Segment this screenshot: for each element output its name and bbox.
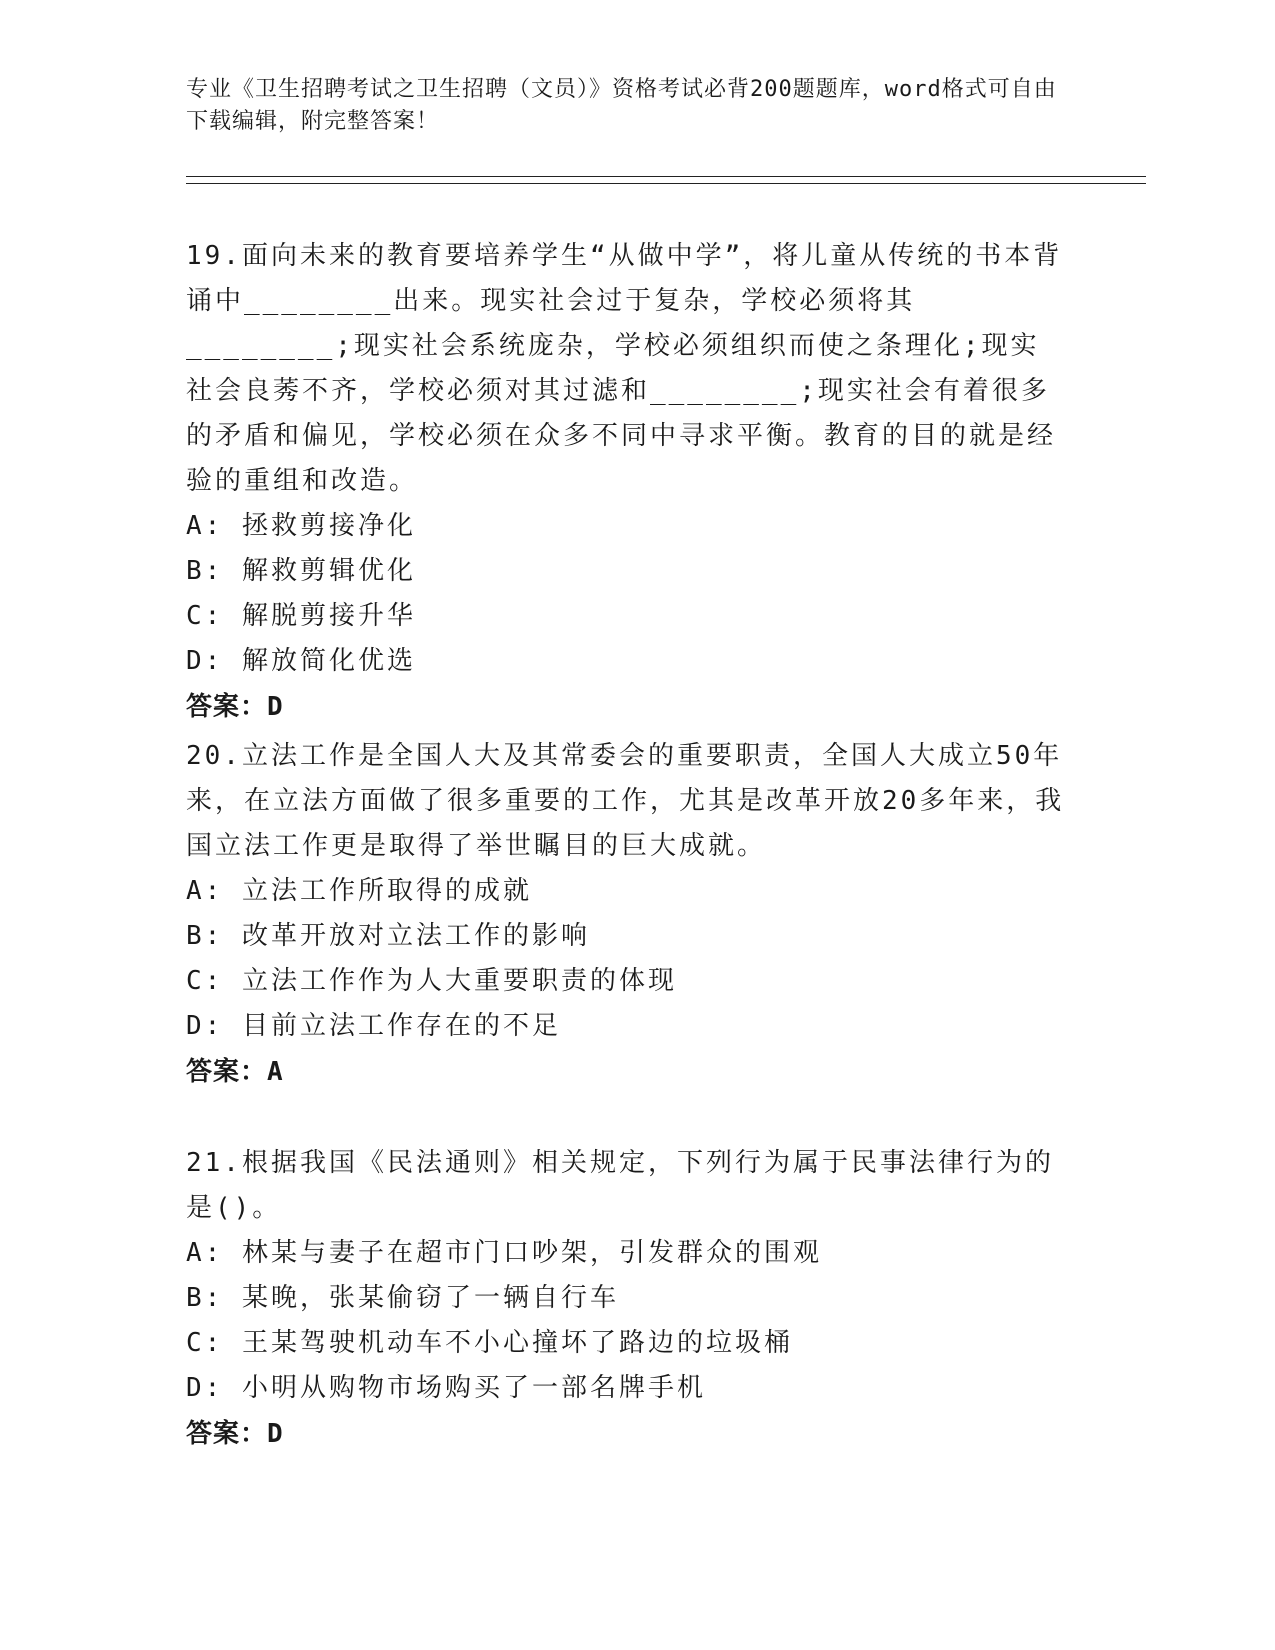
question-stem: 21.根据我国《民法通则》相关规定，下列行为属于民事法律行为的是()。 <box>186 1148 1054 1223</box>
answer: 答案：A <box>186 1057 284 1087</box>
option-d: D: 小明从购物市场购买了一部名牌手机 <box>186 1373 706 1403</box>
header-title: 专业《卫生招聘考试之卫生招聘（文员）》资格考试必背200题题库，word格式可自由下载编辑，附完整答案！ <box>186 77 1057 134</box>
answer: 答案：D <box>186 1419 284 1449</box>
option-b: B: 某晚，张某偷窃了一辆自行车 <box>186 1283 619 1313</box>
question-stem: 19.面向未来的教育要培养学生“从做中学”，将儿童从传统的书本背诵中________出来。现实社会过于复杂，学校必须将其________;现实社会系统庞杂，学校必须组织而使之条理化;现实社会良莠不齐，学校必须对其过滤和________;现实社会有着很多的矛盾和偏见，学校必须在众多不同中寻求平衡。教育的目的就是经验的重组和改造。 <box>186 241 1063 496</box>
option-a: A: 立法工作所取得的成就 <box>186 876 532 906</box>
option-c: C: 王某驾驶机动车不小心撞坏了路边的垃圾桶 <box>186 1328 793 1358</box>
option-a: A: 拯救剪接净化 <box>186 511 416 541</box>
option-c: C: 立法工作作为人大重要职责的体现 <box>186 966 677 996</box>
question-stem: 20.立法工作是全国人大及其常委会的重要职责，全国人大成立50年来，在立法方面做了很多重要的工作，尤其是改革开放20多年来，我国立法工作更是取得了举世瞩目的巨大成就。 <box>186 741 1065 861</box>
document-header <box>186 74 1066 138</box>
option-d: D: 目前立法工作存在的不足 <box>186 1011 561 1041</box>
option-b: B: 解救剪辑优化 <box>186 556 416 586</box>
question-19 <box>186 234 1066 730</box>
question-21 <box>186 1141 1066 1457</box>
option-a: A: 林某与妻子在超市门口吵架，引发群众的围观 <box>186 1238 822 1268</box>
option-d: D: 解放简化优选 <box>186 646 416 676</box>
question-20 <box>186 734 1066 1095</box>
header-divider <box>186 176 1146 184</box>
option-c: C: 解脱剪接升华 <box>186 601 416 631</box>
option-b: B: 改革开放对立法工作的影响 <box>186 921 590 951</box>
answer: 答案：D <box>186 692 284 722</box>
